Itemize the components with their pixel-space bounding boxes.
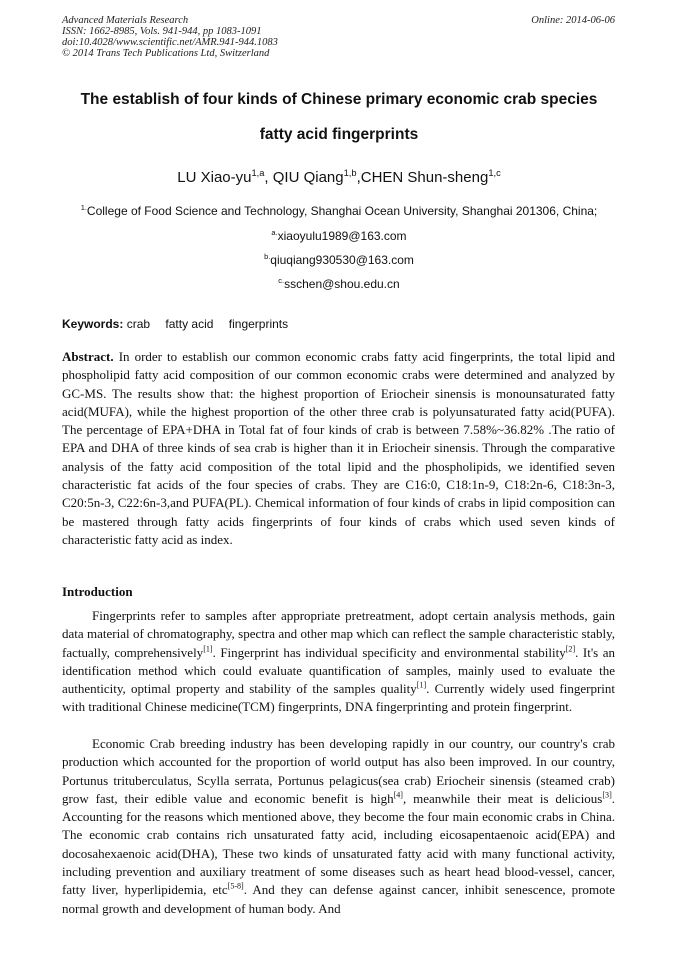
affiliation — [30, 204, 648, 218]
email-mark: c. — [278, 276, 285, 285]
citation: [3] — [602, 790, 612, 800]
author-affiliation-mark: 1,c — [488, 168, 501, 178]
affiliation-mark: 1. — [80, 203, 87, 212]
email-address: sschen@shou.edu.cn — [284, 277, 400, 291]
citation: [2] — [565, 644, 576, 654]
journal-doi: doi:10.4028/www.scientific.net/AMR.941-944.1083 — [62, 37, 278, 48]
journal-copyright: © 2014 Trans Tech Publications Ltd, Switzerland — [62, 48, 270, 59]
author-name: QIU Qiang — [272, 169, 344, 186]
email-mark: a. — [271, 228, 278, 237]
keyword: crab — [126, 317, 151, 331]
citation: [1] — [416, 680, 427, 690]
journal-issn: ISSN: 1662-8985, Vols. 941-944, pp 1083-1091 — [62, 26, 262, 37]
email-line — [30, 253, 648, 267]
email-address: qiuqiang930530@163.com — [270, 253, 414, 267]
citation: [4] — [393, 790, 403, 800]
author-name: CHEN Shun-sheng — [360, 169, 489, 186]
intro-paragraph-1: Fingerprints refer to samples after appropriate pretreatment, adopt certain analysis methods, gain data material of chromatography, spectra and other map which can reflect the sample characteristic stably, factually, comprehensively[1]. Fingerprint has individual specificity and environmental stability[2]. It's an identification method which could evaluate quantification of samples, mainly used to evaluate the authenticity, optimal property and stability of the samples quality[1]. Currently widely used fingerprint with traditional Chinese medicine(TCM) fingerprints, DNA fingerprinting and protein fingerprint. — [62, 608, 615, 715]
email-mark: b. — [264, 252, 271, 261]
paper-title-line-2: fatty acid fingerprints — [259, 126, 419, 143]
email-address: xiaoyulu1989@163.com — [277, 229, 407, 243]
author-affiliation-mark: 1,b — [343, 168, 357, 178]
journal-name: Advanced Materials Research — [62, 15, 189, 26]
author-name: LU Xiao-yu — [177, 169, 252, 186]
author-list: LU Xiao-yu$^{1,a}$, QIU Qiang$^{1,b}$,CHEN Shun-sheng$^{1,c}$ — [177, 168, 501, 186]
email-line — [30, 277, 648, 291]
introduction-heading: Introduction — [62, 584, 133, 599]
abstract-text: In order to establish our common economic crabs fatty acid fingerprints, the total lipid and phospholipid fatty acid composition of our common economic crabs were determined and analyzed by GC-MS. The results show that: the highest proportion of Eriocheir sinensis is monounsaturated fatty acid(MUFA), while the highest proportion of the other three crab is polyunsaturated fatty acid(PUFA). The percentage of EPA+DHA in Total fat of four kinds of crab is between 7.58%~36.82% .The ratio of EPA and DHA of three kinds of sea crab is higher than it in Eriocheir sinensis. Through the comparative analysis of the fatty acid composition of the total lipid and the phospholipids, we identified seven characteristic fat acids of the four species of crabs. They are C16:0, C18:1n-9, C18:2n-6, C18:3n-3, C20:5n-3, C22:6n-3,and PUFA(PL). Chemical information of four kinds of crabs in lipid composition can be mastered through fatty acids fingerprints of four kinds of crabs which used seven kinds of characteristic fatty acid as index. — [62, 349, 616, 547]
affiliation-text: College of Food Science and Technology, Shanghai Ocean University, Shanghai 201306, China; — [86, 204, 598, 218]
keywords-label: Keywords: — [62, 317, 124, 331]
journal-header — [62, 15, 278, 59]
keyword: fatty acid — [165, 317, 214, 331]
citation: [1] — [203, 644, 213, 654]
author-affiliation-mark: 1,a — [251, 168, 265, 178]
paper-title-line-1: The establish of four kinds of Chinese primary economic crab species — [80, 91, 598, 108]
abstract — [62, 348, 615, 549]
keywords — [62, 317, 300, 331]
keyword: fingerprints — [228, 317, 289, 331]
abstract-label: Abstract. — [62, 349, 114, 364]
online-date: Online: 2014-06-06 — [531, 15, 615, 26]
intro-paragraph-2: Economic Crab breeding industry has been developing rapidly in our country, our country's crab production which accounted for the proportion of world output has also been improved. In our country, Portunus trituberculatus, Scylla serrata, Portunus pelagicus(sea crab) Eriocheir sinensis (steamed crab) grow fast, their edible value and economic benefit is high[4], meanwhile their meat is delicious[3]. Accounting for the reasons which mentioned above, they become the four main economic crabs in China. The economic crab contains rich unsaturated fatty acid, including eicosapentaenoic acid(EPA) and docosahexaenoic acid(DHA), These two kinds of unsaturated fatty acid with many functional activity, including prevention and auxiliary treatment of some diseases such as heart head blood-vessel, cancer, fatty liver, hyperlipidemia, etc[5-8]. And they can defense against cancer, inhibit senescence, promote normal growth and development of human body. And — [62, 736, 616, 916]
email-line — [30, 229, 648, 243]
citation: [5-8] — [227, 882, 244, 892]
